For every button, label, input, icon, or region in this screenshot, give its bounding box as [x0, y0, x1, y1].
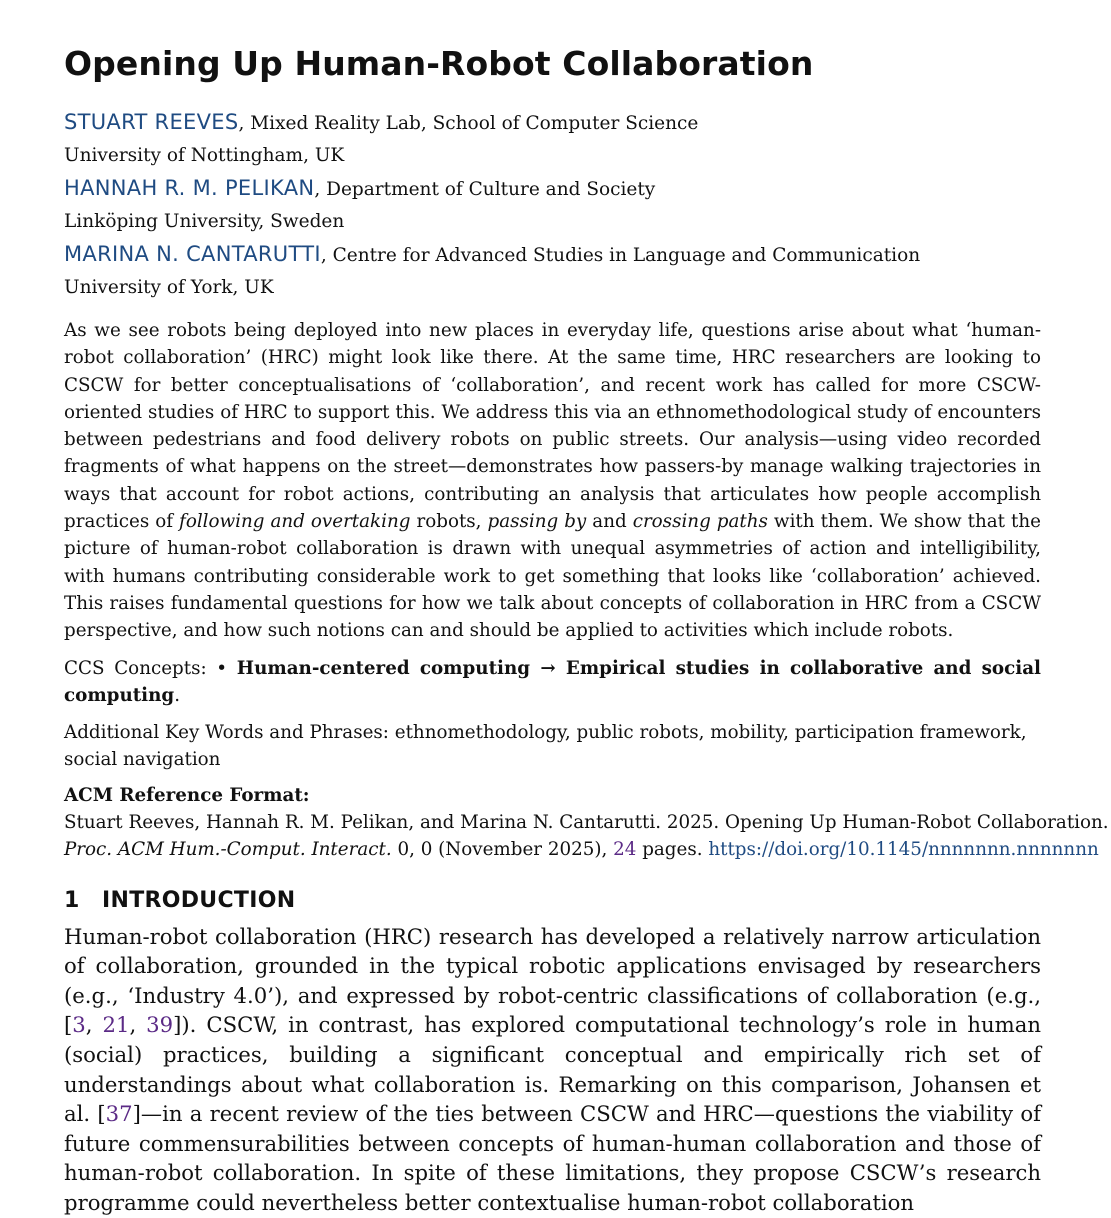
- reference-heading: ACM Reference Format:: [64, 784, 310, 806]
- paper-title: Opening Up Human-Robot Collaboration: [64, 44, 814, 83]
- abstract-emphasis: passing by: [487, 511, 587, 533]
- author-institution: Linköping University, Sweden: [64, 211, 345, 232]
- author-institution: University of York, UK: [64, 277, 274, 298]
- citation-link[interactable]: 37: [105, 1101, 133, 1127]
- intro-text: Human-robot collaboration (HRC) research has developed a relatively narrow articulation of collaboration, grounded in the typical robotic applications envisaged by researchers (e.g., ‘Industry 4.0’), and expressed by robot-centric classifications of collaboration (e.g., [: [64, 923, 1041, 1038]
- author-name: MARINA N. CANTARUTTI: [64, 242, 321, 266]
- ccs-end: .: [174, 684, 181, 706]
- section-title: INTRODUCTION: [102, 887, 296, 913]
- author-institution: University of Nottingham, UK: [64, 145, 345, 166]
- citation-link[interactable]: 39: [146, 1012, 174, 1038]
- abstract-emphasis: crossing paths: [632, 511, 768, 533]
- reference-line-1: Stuart Reeves, Hannah R. M. Pelikan, and Marina N. Cantarutti. 2025. Opening Up Human-Robot Collaboration.: [64, 812, 1109, 834]
- abstract-emphasis: following and overtaking: [179, 511, 411, 533]
- intro-text: ]—in a recent review of the ties between CSCW and HRC—questions the viability of future commensurabilities between concepts of human-human collaboration and those of human-robot collaboration. In spite of these limitations, they propose CSCW’s research programme could nevertheless better contextualise human-robot collaboration: [64, 1101, 1041, 1215]
- citation-link[interactable]: 3: [72, 1012, 86, 1038]
- reference-journal: Proc. ACM Hum.-Comput. Interact.: [64, 839, 392, 861]
- author-name: HANNAH R. M. PELIKAN: [64, 176, 315, 200]
- abstract-text: As we see robots being deployed into new places in everyday life, questions arise about what ‘human-robot collaboration’ (HRC) might look like there. At the same time, HRC researchers are looking to CSCW for better conceptualisations of ‘collaboration’, and recent work has called for more CSCW-oriented studies of HRC to support this. We address this via an ethnomethodological study of encounters between pedestrians and food delivery robots on public streets. Our analysis—using video recorded fragments of what happens on the street—demonstrates how passers-by manage walking trajectories in ways that account for robot actions, contributing an analysis that articulates how people accomplish practices of: [64, 320, 1041, 533]
- citation-link[interactable]: 21: [102, 1012, 130, 1038]
- author-affiliation: , Mixed Reality Lab, School of Computer Science: [238, 113, 699, 134]
- author-block: [64, 106, 1041, 304]
- author-affiliation: , Centre for Advanced Studies in Language and Communication: [320, 245, 921, 266]
- reference-line-2: [64, 836, 1099, 863]
- author-line: [64, 238, 1041, 272]
- author-line: [64, 106, 1041, 140]
- intro-text: ,: [85, 1012, 103, 1038]
- ccs-concept: Human-centered computing → Empirical studies in collaborative and social computing: [64, 657, 1041, 706]
- author-affiliation: , Department of Culture and Society: [314, 179, 656, 200]
- section-heading: [64, 886, 1041, 916]
- abstract: [64, 317, 1041, 645]
- abstract-text: robots,: [410, 511, 488, 533]
- author-name: STUART REEVES: [64, 110, 239, 134]
- ccs-concepts: [64, 655, 1041, 710]
- ccs-label: CCS Concepts: •: [64, 657, 237, 679]
- introduction-paragraph: [64, 922, 1041, 1218]
- keywords: Additional Key Words and Phrases: ethnomethodology, public robots, mobility, participation framework, social navigation: [64, 722, 1027, 771]
- intro-text: ]). CSCW, in contrast, has explored computational technology’s role in human (social) practices, building a significant conceptual and empirically rich set of understandings about what collaboration is. Remarking on this comparison, Johansen et al. [: [64, 1012, 1041, 1127]
- abstract-text: with them. We show that the picture of human-robot collaboration is drawn with unequal asymmetries of action and intelligibility, with humans contributing considerable work to get something that looks like ‘collaboration’ achieved. This raises fundamental questions for how we talk about concepts of collaboration in HRC from a CSCW perspective, and how such notions can and should be applied to activities which include robots.: [64, 511, 1041, 642]
- section-number: 1: [64, 887, 80, 913]
- reference-pages-word: pages.: [636, 839, 709, 861]
- abstract-text: and: [586, 511, 633, 533]
- intro-text: ,: [129, 1012, 147, 1038]
- pages-link[interactable]: 24: [613, 839, 637, 861]
- doi-link[interactable]: https://doi.org/10.1145/nnnnnnn.nnnnnnn: [708, 839, 1099, 861]
- author-line: [64, 172, 1041, 206]
- reference-details: 0, 0 (November 2025),: [391, 839, 614, 861]
